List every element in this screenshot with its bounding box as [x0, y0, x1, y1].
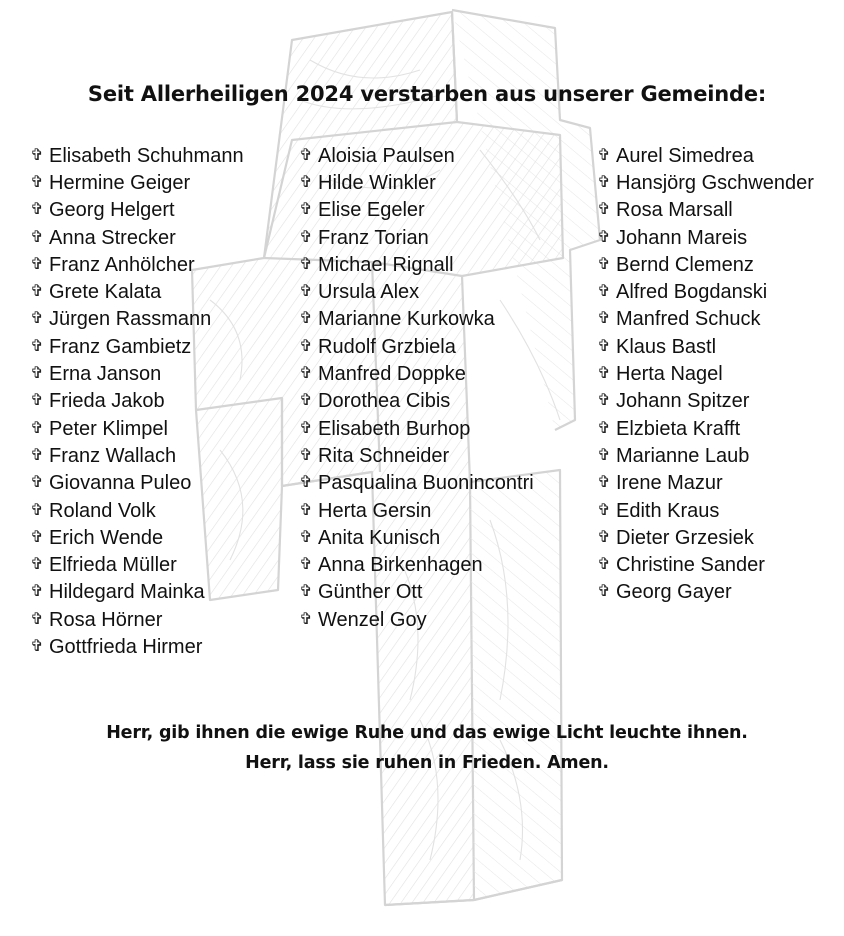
deceased-name: Franz Gambietz [49, 335, 192, 358]
cross-icon: ✞ [30, 501, 44, 519]
list-item [299, 278, 534, 305]
cross-icon: ✞ [299, 173, 313, 191]
deceased-name: Franz Torian [318, 226, 429, 249]
list-item [597, 360, 814, 387]
deceased-name: Christine Sander [616, 554, 765, 577]
cross-icon: ✞ [30, 419, 44, 437]
cross-icon: ✞ [299, 283, 313, 301]
list-item [597, 224, 814, 251]
cross-icon: ✞ [30, 365, 44, 383]
cross-icon: ✞ [30, 146, 44, 164]
list-item [299, 470, 534, 497]
list-item [30, 306, 244, 333]
deceased-name: Marianne Kurkowka [318, 308, 495, 331]
deceased-name: Manfred Doppke [318, 363, 466, 386]
deceased-name: Erna Janson [49, 363, 162, 386]
cross-icon: ✞ [597, 556, 611, 574]
list-item [30, 142, 244, 169]
deceased-name: Giovanna Puleo [49, 472, 192, 495]
list-item [597, 142, 814, 169]
deceased-name: Günther Ott [318, 581, 423, 604]
deceased-name: Erich Wende [49, 526, 164, 549]
cross-icon: ✞ [597, 201, 611, 219]
deceased-name: Anna Strecker [49, 226, 176, 249]
prayer-text [0, 718, 844, 778]
deceased-name: Georg Helgert [49, 199, 175, 222]
cross-icon: ✞ [299, 228, 313, 246]
deceased-name: Hansjörg Gschwender [616, 171, 814, 194]
name-column-2 [299, 142, 534, 633]
deceased-name: Frieda Jakob [49, 390, 165, 413]
list-item [30, 169, 244, 196]
cross-icon: ✞ [30, 474, 44, 492]
list-item [30, 224, 244, 251]
list-item [30, 278, 244, 305]
deceased-name: Elisabeth Burhop [318, 417, 471, 440]
list-item [30, 442, 244, 469]
list-item [30, 388, 244, 415]
cross-icon: ✞ [30, 637, 44, 655]
deceased-name: Elise Egeler [318, 199, 425, 222]
prayer-line-1: Herr, gib ihnen die ewige Ruhe und das ewige Licht leuchte ihnen. [106, 723, 748, 743]
cross-icon: ✞ [30, 528, 44, 546]
cross-icon: ✞ [299, 201, 313, 219]
cross-icon: ✞ [597, 446, 611, 464]
deceased-name: Peter Klimpel [49, 417, 168, 440]
list-item [30, 470, 244, 497]
list-item [299, 579, 534, 606]
cross-icon: ✞ [299, 419, 313, 437]
list-item [299, 224, 534, 251]
list-item [597, 551, 814, 578]
cross-icon: ✞ [597, 173, 611, 191]
deceased-name: Michael Rignall [318, 253, 454, 276]
deceased-name: Georg Gayer [616, 581, 732, 604]
list-item [30, 551, 244, 578]
deceased-name: Rosa Hörner [49, 608, 163, 631]
cross-icon: ✞ [30, 556, 44, 574]
deceased-name: Johann Spitzer [616, 390, 750, 413]
deceased-name: Irene Mazur [616, 472, 723, 495]
list-item [30, 251, 244, 278]
cross-icon: ✞ [30, 583, 44, 601]
list-item [597, 524, 814, 551]
list-item [597, 333, 814, 360]
list-item [597, 497, 814, 524]
cross-icon: ✞ [30, 392, 44, 410]
deceased-name: Roland Volk [49, 499, 156, 522]
list-item [299, 251, 534, 278]
name-column-3 [597, 142, 814, 606]
deceased-name: Anita Kunisch [318, 526, 441, 549]
list-item [30, 524, 244, 551]
cross-icon: ✞ [299, 392, 313, 410]
cross-icon: ✞ [597, 228, 611, 246]
deceased-name: Marianne Laub [616, 444, 750, 467]
cross-icon: ✞ [597, 310, 611, 328]
list-item [30, 633, 244, 660]
list-item [30, 333, 244, 360]
list-item [597, 251, 814, 278]
cross-icon: ✞ [299, 610, 313, 628]
cross-icon: ✞ [299, 310, 313, 328]
deceased-name: Hildegard Mainka [49, 581, 205, 604]
cross-icon: ✞ [597, 501, 611, 519]
list-item [299, 606, 534, 633]
cross-icon: ✞ [597, 365, 611, 383]
deceased-name: Franz Wallach [49, 444, 177, 467]
deceased-name: Elzbieta Krafft [616, 417, 741, 440]
deceased-name: Manfred Schuck [616, 308, 761, 331]
deceased-name: Dieter Grzesiek [616, 526, 754, 549]
list-item [299, 333, 534, 360]
deceased-name: Franz Anhölcher [49, 253, 195, 276]
list-item [30, 360, 244, 387]
list-item [299, 306, 534, 333]
deceased-name: Johann Mareis [616, 226, 748, 249]
deceased-name: Dorothea Cibis [318, 390, 451, 413]
cross-icon: ✞ [299, 365, 313, 383]
deceased-name: Rudolf Grzbiela [318, 335, 456, 358]
list-item [30, 606, 244, 633]
list-item [299, 360, 534, 387]
list-item [597, 169, 814, 196]
page-title: Seit Allerheiligen 2024 verstarben aus unserer Gemeinde: [87, 82, 767, 106]
cross-icon: ✞ [597, 583, 611, 601]
list-item [30, 579, 244, 606]
cross-icon: ✞ [30, 255, 44, 273]
cross-icon: ✞ [597, 337, 611, 355]
deceased-name: Alfred Bogdanski [616, 281, 768, 304]
deceased-name: Anna Birkenhagen [318, 554, 483, 577]
list-item [299, 388, 534, 415]
deceased-name: Wenzel Goy [318, 608, 427, 631]
list-item [299, 169, 534, 196]
cross-icon: ✞ [30, 446, 44, 464]
cross-icon: ✞ [299, 556, 313, 574]
list-item [597, 388, 814, 415]
deceased-name: Edith Kraus [616, 499, 720, 522]
list-item [597, 470, 814, 497]
cross-icon: ✞ [299, 501, 313, 519]
name-column-1 [30, 142, 244, 661]
deceased-name: Hermine Geiger [49, 171, 191, 194]
cross-icon: ✞ [30, 173, 44, 191]
cross-icon: ✞ [30, 283, 44, 301]
deceased-name: Gottfrieda Hirmer [49, 635, 203, 658]
cross-icon: ✞ [299, 255, 313, 273]
list-item [299, 142, 534, 169]
deceased-name: Hilde Winkler [318, 171, 436, 194]
list-item [30, 415, 244, 442]
list-item [597, 306, 814, 333]
prayer-line-2: Herr, lass sie ruhen in Frieden. Amen. [245, 753, 609, 773]
list-item [597, 442, 814, 469]
cross-icon: ✞ [299, 337, 313, 355]
deceased-name: Herta Nagel [616, 363, 723, 386]
cross-icon: ✞ [299, 474, 313, 492]
cross-icon: ✞ [30, 228, 44, 246]
cross-icon: ✞ [30, 610, 44, 628]
list-item [299, 551, 534, 578]
deceased-name: Grete Kalata [49, 281, 162, 304]
cross-icon: ✞ [597, 392, 611, 410]
list-item [30, 197, 244, 224]
list-item [597, 415, 814, 442]
list-item [299, 415, 534, 442]
cross-icon: ✞ [299, 528, 313, 546]
deceased-name: Klaus Bastl [616, 335, 717, 358]
list-item [299, 442, 534, 469]
deceased-name: Ursula Alex [318, 281, 420, 304]
cross-icon: ✞ [299, 146, 313, 164]
deceased-name: Bernd Clemenz [616, 253, 754, 276]
list-item [299, 197, 534, 224]
list-item [299, 524, 534, 551]
cross-icon: ✞ [299, 583, 313, 601]
cross-icon: ✞ [597, 419, 611, 437]
list-item [597, 278, 814, 305]
cross-icon: ✞ [597, 255, 611, 273]
cross-icon: ✞ [299, 446, 313, 464]
deceased-name: Aurel Simedrea [616, 144, 754, 167]
deceased-name: Elisabeth Schuhmann [49, 144, 244, 167]
deceased-name: Rita Schneider [318, 444, 450, 467]
cross-icon: ✞ [597, 528, 611, 546]
cross-icon: ✞ [597, 146, 611, 164]
deceased-name: Elfrieda Müller [49, 554, 177, 577]
cross-icon: ✞ [597, 283, 611, 301]
cross-icon: ✞ [597, 474, 611, 492]
cross-icon: ✞ [30, 337, 44, 355]
list-item [597, 579, 814, 606]
deceased-name: Herta Gersin [318, 499, 432, 522]
deceased-name: Aloisia Paulsen [318, 144, 455, 167]
list-item [299, 497, 534, 524]
deceased-name: Pasqualina Buonincontri [318, 472, 534, 495]
deceased-name: Rosa Marsall [616, 199, 733, 222]
list-item [30, 497, 244, 524]
cross-icon: ✞ [30, 310, 44, 328]
list-item [597, 197, 814, 224]
deceased-name: Jürgen Rassmann [49, 308, 212, 331]
cross-icon: ✞ [30, 201, 44, 219]
